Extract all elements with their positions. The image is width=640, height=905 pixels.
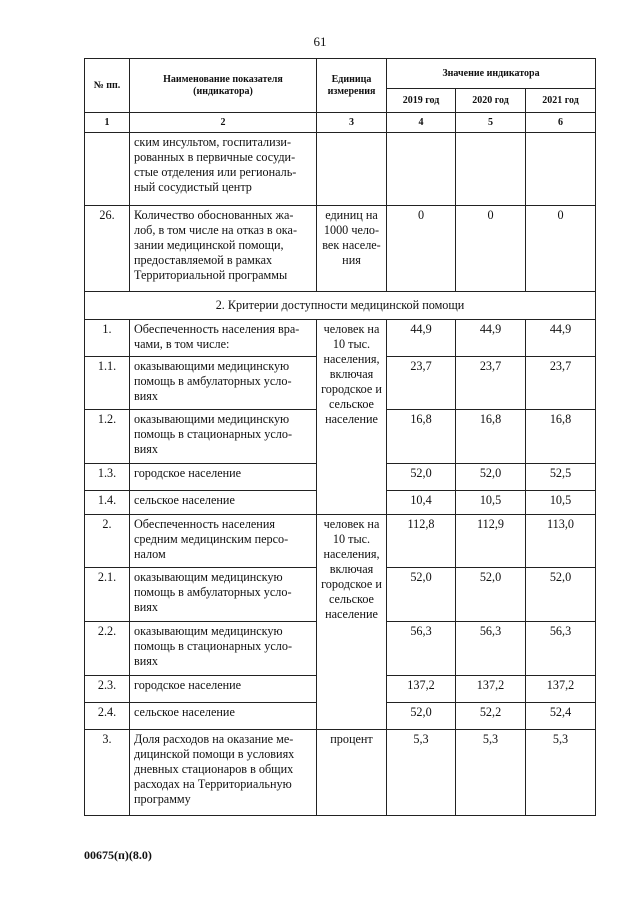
row-value: 44,9 [387, 320, 456, 357]
page-number: 61 [313, 34, 327, 49]
row-name: оказывающими медицинскую помощь в амбулаторных усло-виях [130, 357, 317, 410]
row-number: 2.1. [85, 568, 130, 622]
row-name: Обеспеченность населения средним медицинским персо-налом [130, 515, 317, 568]
row-number: 2.4. [85, 703, 130, 730]
document-code: 00675(п)(8.0) [84, 848, 152, 862]
row-value: 56,3 [526, 622, 596, 676]
row-value: 16,8 [387, 410, 456, 464]
column-number: 5 [456, 113, 526, 133]
row-name: Количество обоснованных жа-лоб, в том числе на отказ в ока-зании медицинской помощи, предоставляемой в рамках Территориальной программы [130, 206, 317, 292]
row-value [387, 133, 456, 206]
row-value: 44,9 [456, 320, 526, 357]
row-value: 16,8 [456, 410, 526, 464]
row-number: 2. [85, 515, 130, 568]
table-row [85, 133, 596, 206]
row-value: 56,3 [387, 622, 456, 676]
column-number: 2 [130, 113, 317, 133]
row-unit: единиц на 1000 чело-век населе-ния [317, 206, 387, 292]
row-value: 16,8 [526, 410, 596, 464]
header-unit: Единица измерения [317, 59, 387, 113]
row-value: 113,0 [526, 515, 596, 568]
row-number: 1.3. [85, 464, 130, 491]
row-number: 1.1. [85, 357, 130, 410]
header-name: Наименование показателя (индикатора) [130, 59, 317, 113]
row-name: оказывающим медицинскую помощь в амбулаторных усло-виях [130, 568, 317, 622]
row-value: 23,7 [526, 357, 596, 410]
row-name: сельское население [130, 491, 317, 515]
row-value: 52,0 [456, 464, 526, 491]
column-number: 4 [387, 113, 456, 133]
row-name: городское население [130, 676, 317, 703]
section-row [85, 292, 596, 320]
row-name: оказывающим медицинскую помощь в стационарных усло-виях [130, 622, 317, 676]
indicator-table [84, 58, 596, 816]
table-row [85, 515, 596, 568]
row-number: 26. [85, 206, 130, 292]
row-number: 1. [85, 320, 130, 357]
row-number [85, 133, 130, 206]
row-value: 112,8 [387, 515, 456, 568]
row-name: ским инсультом, госпитализи-рованных в первичные сосуди-стые отделения или региональ-ный сосудистый центр [130, 133, 317, 206]
row-number: 2.2. [85, 622, 130, 676]
column-number-row [85, 113, 596, 133]
row-value: 0 [456, 206, 526, 292]
header-year: 2019 год [387, 89, 456, 113]
row-value: 5,3 [456, 730, 526, 816]
table-row [85, 320, 596, 357]
row-value: 5,3 [526, 730, 596, 816]
row-value: 5,3 [387, 730, 456, 816]
row-value: 52,0 [387, 464, 456, 491]
row-value: 137,2 [387, 676, 456, 703]
row-value: 10,5 [456, 491, 526, 515]
header-year: 2020 год [456, 89, 526, 113]
row-value: 52,5 [526, 464, 596, 491]
header-no: № пп. [85, 59, 130, 113]
row-value: 23,7 [387, 357, 456, 410]
row-value: 44,9 [526, 320, 596, 357]
row-name: сельское население [130, 703, 317, 730]
row-value: 10,5 [526, 491, 596, 515]
row-value [526, 133, 596, 206]
group-unit: человек на 10 тыс. населения, включая городское и сельское население [317, 320, 387, 515]
group-unit: человек на 10 тыс. населения, включая городское и сельское население [317, 515, 387, 730]
column-number: 6 [526, 113, 596, 133]
row-value: 137,2 [526, 676, 596, 703]
row-value: 52,0 [456, 568, 526, 622]
row-value: 0 [387, 206, 456, 292]
row-value: 56,3 [456, 622, 526, 676]
row-value: 52,4 [526, 703, 596, 730]
row-number: 2.3. [85, 676, 130, 703]
row-value: 52,0 [526, 568, 596, 622]
row-value: 52,0 [387, 568, 456, 622]
row-name: Доля расходов на оказание ме-дицинской помощи в условиях дневных стационаров в общих расходах на Территориальную программу [130, 730, 317, 816]
row-unit: процент [317, 730, 387, 816]
row-value [456, 133, 526, 206]
row-number: 1.4. [85, 491, 130, 515]
row-unit [317, 133, 387, 206]
header-value: Значение индикатора [387, 59, 596, 89]
column-number: 1 [85, 113, 130, 133]
row-number: 3. [85, 730, 130, 816]
row-value: 52,0 [387, 703, 456, 730]
row-name: городское население [130, 464, 317, 491]
row-value: 10,4 [387, 491, 456, 515]
row-value: 137,2 [456, 676, 526, 703]
row-name: Обеспеченность населения вра-чами, в том числе: [130, 320, 317, 357]
row-value: 112,9 [456, 515, 526, 568]
column-number: 3 [317, 113, 387, 133]
row-value: 52,2 [456, 703, 526, 730]
row-value: 23,7 [456, 357, 526, 410]
row-value: 0 [526, 206, 596, 292]
section-title: 2. Критерии доступности медицинской помощи [85, 292, 596, 320]
table-row [85, 206, 596, 292]
row-name: оказывающими медицинскую помощь в стационарных усло-виях [130, 410, 317, 464]
table-row [85, 730, 596, 816]
header-year: 2021 год [526, 89, 596, 113]
row-number: 1.2. [85, 410, 130, 464]
